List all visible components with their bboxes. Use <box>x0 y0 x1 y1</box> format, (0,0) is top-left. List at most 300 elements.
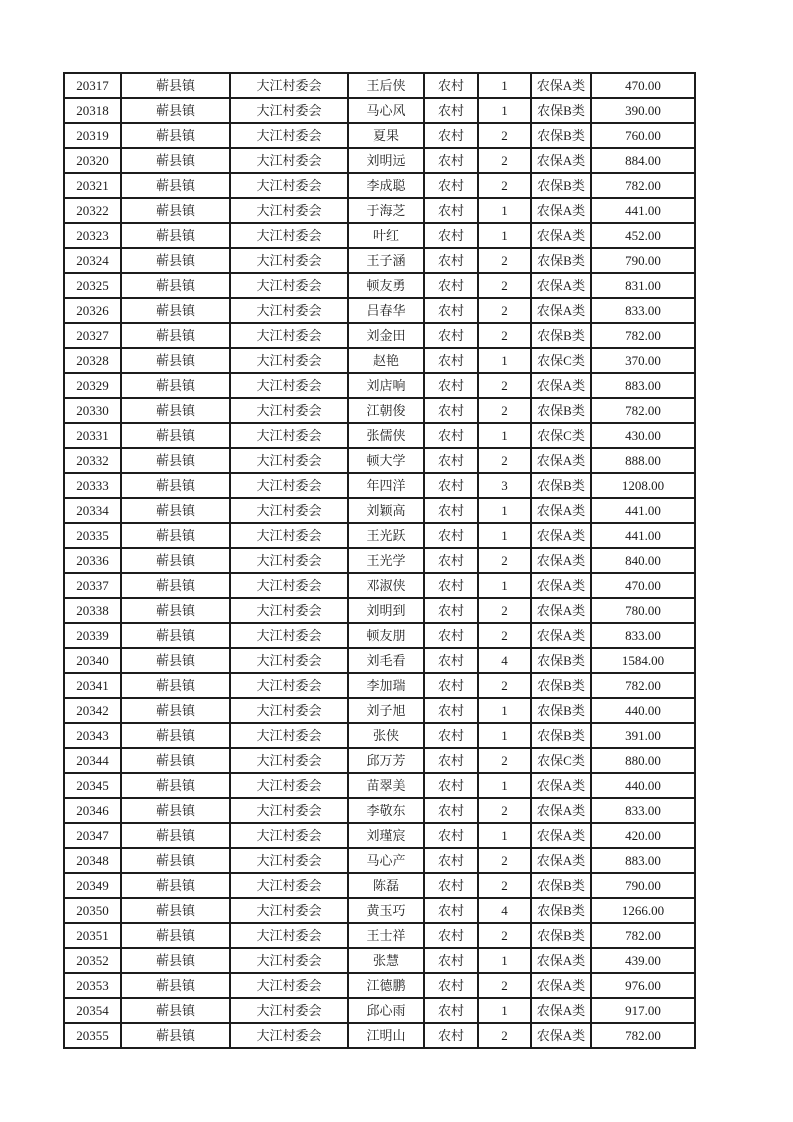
cell-household-type: 农村 <box>424 398 478 423</box>
cell-insurance-category: 农保A类 <box>531 1023 591 1048</box>
cell-village: 大江村委会 <box>230 148 348 173</box>
cell-household-type: 农村 <box>424 773 478 798</box>
cell-amount: 780.00 <box>591 598 695 623</box>
cell-seq: 20322 <box>64 198 121 223</box>
cell-person-count: 2 <box>478 798 531 823</box>
cell-amount: 370.00 <box>591 348 695 373</box>
cell-person-count: 2 <box>478 398 531 423</box>
cell-insurance-category: 农保A类 <box>531 498 591 523</box>
cell-amount: 470.00 <box>591 73 695 98</box>
table-row <box>64 348 695 373</box>
cell-person-count: 1 <box>478 698 531 723</box>
cell-amount: 782.00 <box>591 923 695 948</box>
cell-insurance-category: 农保B类 <box>531 898 591 923</box>
cell-village: 大江村委会 <box>230 448 348 473</box>
cell-amount: 833.00 <box>591 623 695 648</box>
cell-amount: 883.00 <box>591 848 695 873</box>
cell-seq: 20330 <box>64 398 121 423</box>
cell-person-count: 1 <box>478 423 531 448</box>
cell-household-type: 农村 <box>424 173 478 198</box>
table-row <box>64 548 695 573</box>
cell-person-count: 2 <box>478 373 531 398</box>
table-row <box>64 523 695 548</box>
table-row <box>64 73 695 98</box>
cell-name: 邱万芳 <box>348 748 424 773</box>
cell-household-type: 农村 <box>424 448 478 473</box>
cell-seq: 20346 <box>64 798 121 823</box>
cell-name: 叶红 <box>348 223 424 248</box>
cell-village: 大江村委会 <box>230 623 348 648</box>
cell-person-count: 2 <box>478 598 531 623</box>
cell-amount: 782.00 <box>591 398 695 423</box>
cell-town: 蕲县镇 <box>121 598 230 623</box>
cell-town: 蕲县镇 <box>121 848 230 873</box>
cell-town: 蕲县镇 <box>121 698 230 723</box>
table-row <box>64 848 695 873</box>
cell-village: 大江村委会 <box>230 948 348 973</box>
table-row <box>64 773 695 798</box>
cell-seq: 20319 <box>64 123 121 148</box>
cell-amount: 840.00 <box>591 548 695 573</box>
table-row <box>64 98 695 123</box>
cell-name: 刘毛看 <box>348 648 424 673</box>
cell-amount: 420.00 <box>591 823 695 848</box>
cell-person-count: 2 <box>478 123 531 148</box>
cell-seq: 20351 <box>64 923 121 948</box>
cell-town: 蕲县镇 <box>121 573 230 598</box>
cell-town: 蕲县镇 <box>121 923 230 948</box>
cell-person-count: 2 <box>478 1023 531 1048</box>
cell-person-count: 4 <box>478 648 531 673</box>
cell-person-count: 1 <box>478 948 531 973</box>
cell-name: 年四洋 <box>348 473 424 498</box>
cell-person-count: 2 <box>478 298 531 323</box>
cell-person-count: 2 <box>478 548 531 573</box>
cell-village: 大江村委会 <box>230 323 348 348</box>
cell-seq: 20340 <box>64 648 121 673</box>
cell-amount: 441.00 <box>591 498 695 523</box>
cell-household-type: 农村 <box>424 623 478 648</box>
cell-household-type: 农村 <box>424 598 478 623</box>
cell-household-type: 农村 <box>424 798 478 823</box>
cell-seq: 20331 <box>64 423 121 448</box>
cell-person-count: 2 <box>478 248 531 273</box>
cell-name: 刘瑾宸 <box>348 823 424 848</box>
cell-name: 王士祥 <box>348 923 424 948</box>
table-row <box>64 748 695 773</box>
cell-household-type: 农村 <box>424 198 478 223</box>
cell-seq: 20321 <box>64 173 121 198</box>
cell-town: 蕲县镇 <box>121 773 230 798</box>
cell-insurance-category: 农保B类 <box>531 398 591 423</box>
cell-village: 大江村委会 <box>230 573 348 598</box>
cell-town: 蕲县镇 <box>121 348 230 373</box>
cell-village: 大江村委会 <box>230 473 348 498</box>
cell-name: 邓淑侠 <box>348 573 424 598</box>
cell-insurance-category: 农保A类 <box>531 848 591 873</box>
cell-seq: 20343 <box>64 723 121 748</box>
cell-amount: 1208.00 <box>591 473 695 498</box>
cell-town: 蕲县镇 <box>121 998 230 1023</box>
cell-insurance-category: 农保B类 <box>531 698 591 723</box>
cell-town: 蕲县镇 <box>121 973 230 998</box>
cell-amount: 390.00 <box>591 98 695 123</box>
cell-amount: 833.00 <box>591 798 695 823</box>
cell-town: 蕲县镇 <box>121 798 230 823</box>
cell-village: 大江村委会 <box>230 373 348 398</box>
table-row <box>64 823 695 848</box>
cell-insurance-category: 农保B类 <box>531 873 591 898</box>
cell-town: 蕲县镇 <box>121 298 230 323</box>
cell-village: 大江村委会 <box>230 98 348 123</box>
cell-town: 蕲县镇 <box>121 898 230 923</box>
cell-insurance-category: 农保A类 <box>531 798 591 823</box>
cell-person-count: 1 <box>478 998 531 1023</box>
cell-seq: 20342 <box>64 698 121 723</box>
cell-insurance-category: 农保A类 <box>531 373 591 398</box>
cell-amount: 883.00 <box>591 373 695 398</box>
cell-household-type: 农村 <box>424 948 478 973</box>
cell-seq: 20318 <box>64 98 121 123</box>
cell-name: 江明山 <box>348 1023 424 1048</box>
cell-household-type: 农村 <box>424 473 478 498</box>
table-row <box>64 698 695 723</box>
cell-seq: 20349 <box>64 873 121 898</box>
cell-household-type: 农村 <box>424 523 478 548</box>
cell-name: 黄玉巧 <box>348 898 424 923</box>
cell-person-count: 1 <box>478 348 531 373</box>
cell-insurance-category: 农保A类 <box>531 523 591 548</box>
cell-seq: 20347 <box>64 823 121 848</box>
cell-town: 蕲县镇 <box>121 523 230 548</box>
cell-insurance-category: 农保A类 <box>531 623 591 648</box>
cell-person-count: 1 <box>478 573 531 598</box>
cell-name: 顿友朋 <box>348 623 424 648</box>
table-row <box>64 948 695 973</box>
cell-amount: 1266.00 <box>591 898 695 923</box>
cell-town: 蕲县镇 <box>121 248 230 273</box>
cell-insurance-category: 农保B类 <box>531 323 591 348</box>
cell-household-type: 农村 <box>424 723 478 748</box>
cell-insurance-category: 农保A类 <box>531 148 591 173</box>
cell-household-type: 农村 <box>424 498 478 523</box>
table-row <box>64 473 695 498</box>
cell-name: 王光跃 <box>348 523 424 548</box>
cell-town: 蕲县镇 <box>121 723 230 748</box>
cell-town: 蕲县镇 <box>121 148 230 173</box>
cell-household-type: 农村 <box>424 848 478 873</box>
cell-amount: 760.00 <box>591 123 695 148</box>
cell-amount: 976.00 <box>591 973 695 998</box>
cell-town: 蕲县镇 <box>121 73 230 98</box>
cell-person-count: 3 <box>478 473 531 498</box>
cell-town: 蕲县镇 <box>121 1023 230 1048</box>
cell-village: 大江村委会 <box>230 673 348 698</box>
table-row <box>64 598 695 623</box>
cell-person-count: 2 <box>478 873 531 898</box>
cell-amount: 441.00 <box>591 523 695 548</box>
cell-seq: 20348 <box>64 848 121 873</box>
cell-town: 蕲县镇 <box>121 748 230 773</box>
cell-insurance-category: 农保A类 <box>531 548 591 573</box>
cell-household-type: 农村 <box>424 348 478 373</box>
cell-name: 顿友勇 <box>348 273 424 298</box>
cell-name: 张侠 <box>348 723 424 748</box>
cell-insurance-category: 农保A类 <box>531 773 591 798</box>
cell-amount: 888.00 <box>591 448 695 473</box>
cell-household-type: 农村 <box>424 373 478 398</box>
cell-seq: 20344 <box>64 748 121 773</box>
cell-insurance-category: 农保A类 <box>531 573 591 598</box>
cell-seq: 20325 <box>64 273 121 298</box>
cell-name: 李敬东 <box>348 798 424 823</box>
cell-village: 大江村委会 <box>230 548 348 573</box>
cell-village: 大江村委会 <box>230 748 348 773</box>
table-row <box>64 223 695 248</box>
table-row <box>64 373 695 398</box>
cell-village: 大江村委会 <box>230 298 348 323</box>
cell-town: 蕲县镇 <box>121 373 230 398</box>
cell-name: 刘金田 <box>348 323 424 348</box>
cell-insurance-category: 农保A类 <box>531 973 591 998</box>
cell-town: 蕲县镇 <box>121 198 230 223</box>
cell-household-type: 农村 <box>424 548 478 573</box>
cell-person-count: 2 <box>478 448 531 473</box>
cell-person-count: 1 <box>478 523 531 548</box>
cell-person-count: 2 <box>478 173 531 198</box>
cell-person-count: 1 <box>478 773 531 798</box>
cell-insurance-category: 农保C类 <box>531 348 591 373</box>
cell-name: 李成聪 <box>348 173 424 198</box>
cell-person-count: 4 <box>478 898 531 923</box>
cell-person-count: 2 <box>478 273 531 298</box>
cell-name: 赵艳 <box>348 348 424 373</box>
table-body <box>64 73 695 1048</box>
table-row <box>64 248 695 273</box>
cell-town: 蕲县镇 <box>121 123 230 148</box>
cell-insurance-category: 农保B类 <box>531 98 591 123</box>
payment-roster-table <box>63 72 696 1049</box>
cell-amount: 391.00 <box>591 723 695 748</box>
cell-amount: 430.00 <box>591 423 695 448</box>
cell-village: 大江村委会 <box>230 923 348 948</box>
cell-insurance-category: 农保A类 <box>531 273 591 298</box>
cell-amount: 782.00 <box>591 1023 695 1048</box>
cell-name: 陈磊 <box>348 873 424 898</box>
cell-insurance-category: 农保A类 <box>531 948 591 973</box>
cell-person-count: 2 <box>478 923 531 948</box>
cell-insurance-category: 农保B类 <box>531 173 591 198</box>
cell-village: 大江村委会 <box>230 398 348 423</box>
cell-person-count: 2 <box>478 673 531 698</box>
cell-village: 大江村委会 <box>230 1023 348 1048</box>
cell-town: 蕲县镇 <box>121 323 230 348</box>
table-row <box>64 323 695 348</box>
cell-village: 大江村委会 <box>230 198 348 223</box>
table-row <box>64 423 695 448</box>
table-row <box>64 973 695 998</box>
cell-amount: 439.00 <box>591 948 695 973</box>
cell-insurance-category: 农保A类 <box>531 298 591 323</box>
cell-seq: 20338 <box>64 598 121 623</box>
cell-amount: 452.00 <box>591 223 695 248</box>
table-row <box>64 723 695 748</box>
table-row <box>64 923 695 948</box>
cell-household-type: 农村 <box>424 123 478 148</box>
table-row <box>64 123 695 148</box>
cell-name: 顿大学 <box>348 448 424 473</box>
table-row <box>64 673 695 698</box>
cell-household-type: 农村 <box>424 748 478 773</box>
cell-person-count: 1 <box>478 98 531 123</box>
cell-town: 蕲县镇 <box>121 423 230 448</box>
cell-insurance-category: 农保B类 <box>531 673 591 698</box>
cell-person-count: 1 <box>478 73 531 98</box>
cell-seq: 20353 <box>64 973 121 998</box>
cell-insurance-category: 农保A类 <box>531 598 591 623</box>
cell-household-type: 农村 <box>424 423 478 448</box>
cell-village: 大江村委会 <box>230 848 348 873</box>
table-row <box>64 1023 695 1048</box>
cell-town: 蕲县镇 <box>121 498 230 523</box>
cell-town: 蕲县镇 <box>121 948 230 973</box>
cell-insurance-category: 农保B类 <box>531 723 591 748</box>
cell-name: 邱心雨 <box>348 998 424 1023</box>
cell-town: 蕲县镇 <box>121 548 230 573</box>
cell-person-count: 2 <box>478 973 531 998</box>
table-row <box>64 173 695 198</box>
cell-household-type: 农村 <box>424 698 478 723</box>
cell-household-type: 农村 <box>424 998 478 1023</box>
table-row <box>64 648 695 673</box>
cell-household-type: 农村 <box>424 898 478 923</box>
cell-name: 马心风 <box>348 98 424 123</box>
cell-household-type: 农村 <box>424 298 478 323</box>
cell-insurance-category: 农保C类 <box>531 423 591 448</box>
cell-seq: 20336 <box>64 548 121 573</box>
table-row <box>64 623 695 648</box>
cell-town: 蕲县镇 <box>121 648 230 673</box>
cell-household-type: 农村 <box>424 673 478 698</box>
cell-village: 大江村委会 <box>230 698 348 723</box>
cell-village: 大江村委会 <box>230 973 348 998</box>
cell-household-type: 农村 <box>424 573 478 598</box>
cell-seq: 20333 <box>64 473 121 498</box>
cell-person-count: 2 <box>478 148 531 173</box>
cell-amount: 470.00 <box>591 573 695 598</box>
cell-amount: 884.00 <box>591 148 695 173</box>
cell-town: 蕲县镇 <box>121 823 230 848</box>
cell-name: 张慧 <box>348 948 424 973</box>
cell-household-type: 农村 <box>424 223 478 248</box>
cell-village: 大江村委会 <box>230 648 348 673</box>
cell-seq: 20337 <box>64 573 121 598</box>
cell-name: 夏果 <box>348 123 424 148</box>
cell-person-count: 2 <box>478 748 531 773</box>
cell-town: 蕲县镇 <box>121 223 230 248</box>
table-row <box>64 148 695 173</box>
table-row <box>64 498 695 523</box>
cell-household-type: 农村 <box>424 823 478 848</box>
cell-insurance-category: 农保A类 <box>531 223 591 248</box>
cell-seq: 20326 <box>64 298 121 323</box>
cell-name: 王后侠 <box>348 73 424 98</box>
cell-village: 大江村委会 <box>230 498 348 523</box>
cell-amount: 831.00 <box>591 273 695 298</box>
cell-town: 蕲县镇 <box>121 673 230 698</box>
cell-household-type: 农村 <box>424 273 478 298</box>
cell-household-type: 农村 <box>424 248 478 273</box>
cell-town: 蕲县镇 <box>121 473 230 498</box>
cell-seq: 20335 <box>64 523 121 548</box>
cell-town: 蕲县镇 <box>121 98 230 123</box>
cell-village: 大江村委会 <box>230 598 348 623</box>
cell-person-count: 1 <box>478 723 531 748</box>
cell-name: 刘子旭 <box>348 698 424 723</box>
cell-amount: 440.00 <box>591 698 695 723</box>
cell-name: 吕春华 <box>348 298 424 323</box>
cell-name: 刘颖高 <box>348 498 424 523</box>
cell-village: 大江村委会 <box>230 348 348 373</box>
cell-name: 江朝俊 <box>348 398 424 423</box>
cell-seq: 20324 <box>64 248 121 273</box>
cell-person-count: 1 <box>478 198 531 223</box>
cell-insurance-category: 农保C类 <box>531 748 591 773</box>
cell-household-type: 农村 <box>424 873 478 898</box>
cell-household-type: 农村 <box>424 648 478 673</box>
cell-insurance-category: 农保A类 <box>531 823 591 848</box>
cell-village: 大江村委会 <box>230 873 348 898</box>
cell-village: 大江村委会 <box>230 898 348 923</box>
cell-seq: 20323 <box>64 223 121 248</box>
cell-town: 蕲县镇 <box>121 398 230 423</box>
cell-seq: 20320 <box>64 148 121 173</box>
cell-village: 大江村委会 <box>230 273 348 298</box>
cell-insurance-category: 农保A类 <box>531 198 591 223</box>
cell-village: 大江村委会 <box>230 523 348 548</box>
cell-household-type: 农村 <box>424 73 478 98</box>
cell-person-count: 1 <box>478 823 531 848</box>
cell-household-type: 农村 <box>424 973 478 998</box>
cell-seq: 20341 <box>64 673 121 698</box>
cell-insurance-category: 农保A类 <box>531 73 591 98</box>
cell-town: 蕲县镇 <box>121 273 230 298</box>
cell-village: 大江村委会 <box>230 73 348 98</box>
cell-seq: 20329 <box>64 373 121 398</box>
cell-person-count: 1 <box>478 223 531 248</box>
table-row <box>64 898 695 923</box>
cell-name: 王光学 <box>348 548 424 573</box>
cell-household-type: 农村 <box>424 323 478 348</box>
table-row <box>64 448 695 473</box>
cell-insurance-category: 农保B类 <box>531 473 591 498</box>
cell-seq: 20327 <box>64 323 121 348</box>
table-row <box>64 798 695 823</box>
cell-seq: 20317 <box>64 73 121 98</box>
cell-name: 刘明远 <box>348 148 424 173</box>
cell-village: 大江村委会 <box>230 173 348 198</box>
cell-town: 蕲县镇 <box>121 873 230 898</box>
cell-household-type: 农村 <box>424 98 478 123</box>
cell-household-type: 农村 <box>424 148 478 173</box>
cell-town: 蕲县镇 <box>121 173 230 198</box>
cell-village: 大江村委会 <box>230 248 348 273</box>
table-row <box>64 573 695 598</box>
cell-seq: 20354 <box>64 998 121 1023</box>
table-row <box>64 873 695 898</box>
cell-village: 大江村委会 <box>230 123 348 148</box>
table-row <box>64 298 695 323</box>
